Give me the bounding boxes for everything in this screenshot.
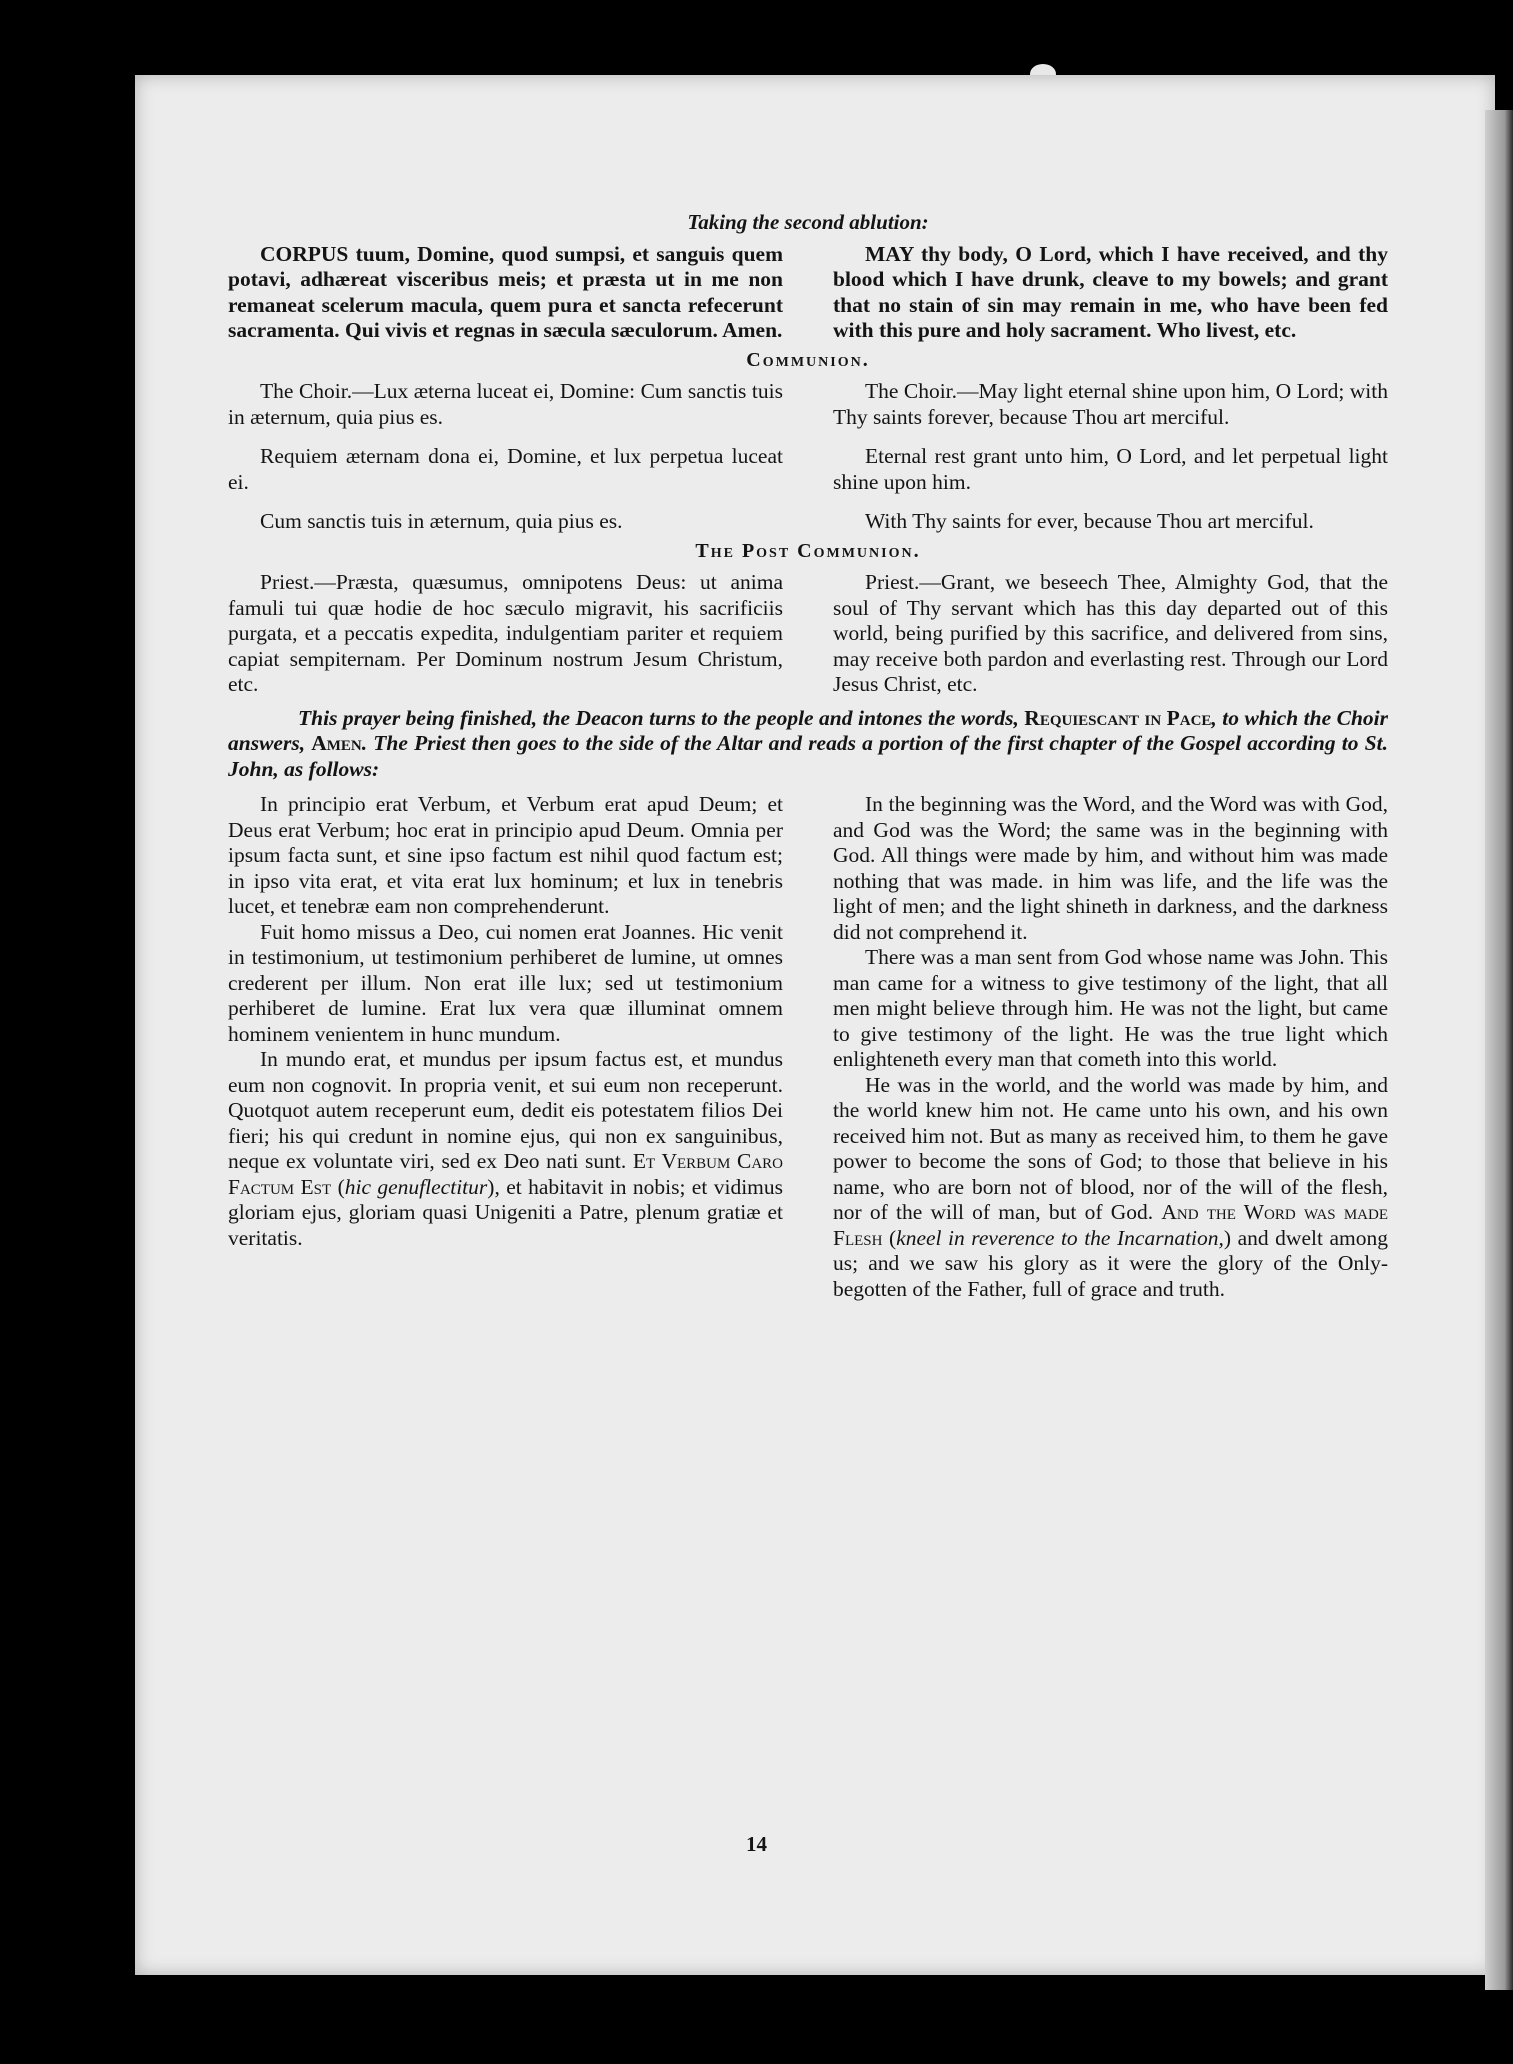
page-content: [228, 210, 1388, 1302]
corpus-latin-text: CORPUS tuum, Domine, quod sumpsi, et sanguis quem potavi, adhæreat visceribus meis; et præsta ut in me non remaneat scelerum macula, quem pura et sancta refecerunt sacramenta. Qui vivis et regnas in sæcula sæculorum. Amen.: [228, 241, 783, 342]
english-column: [833, 242, 1388, 344]
gospel-english-p3-caps: And the Word was made Flesh: [833, 1200, 1388, 1250]
gospel-english-p3-paren: kneel in reverence to the Incarnation,: [896, 1225, 1224, 1250]
gospel-english-p3-a: He was in the world, and the world was made by him, and the world knew him not. He came unto his own, and his own received him not. But as many as received him, to them he gave power to become the sons of God; to those that believe in his name, who are born not of blood, nor of the will of the flesh, nor of the will of man, but of God.: [833, 1072, 1388, 1224]
latin-column: [228, 242, 783, 344]
gospel-latin-p3-paren: hic genuflectitur: [344, 1174, 488, 1199]
gospel-latin-p3: In mundo erat, et mundus per ipsum factus est, et mundus eum non cognovit. In propria venit, et sui eum non receperunt. Quotquot autem receperunt eum, dedit eis potestatem filios Dei fieri; his qui credunt in nomine ejus, qui non ex sanguinibus, neque ex voluntate viri, sed ex Deo nati sunt. Et Verbum Caro Factum Est (hic genuflectitur), et habitavit in nobis; et vidimus gloriam ejus, gloriam quasi Unigeniti a Patre, plenum gratiæ et veritatis.: [228, 1047, 784, 1250]
gospel-english-p3-b: and dwelt among us; and we saw his glory as it were the glory of the Only-begotten of the Father, full of grace and truth.: [833, 1225, 1388, 1301]
gospel-latin-p3-a: In mundo erat, et mundus per ipsum factus est, et mundus eum non cognovit. In propria venit, et sui eum non receperunt. Quotquot autem receperunt eum, dedit eis potestatem filios Dei fieri; his qui credunt in nomine ejus, qui non ex sanguinibus, neque ex voluntate viri, sed ex Deo nati sunt.: [228, 1047, 783, 1173]
post-communion-title: The Post Communion.: [695, 539, 921, 562]
communion-columns: [228, 379, 1388, 535]
rubric-note: [228, 706, 1388, 783]
post-communion-columns: [228, 570, 1388, 698]
communion-english-3: With Thy saints for ever, because Thou art merciful.: [865, 509, 1314, 533]
gospel-latin-p3-b: , et habitavit in nobis; et vidimus gloriam ejus, gloriam quasi Unigeniti a Patre, plenum gratiæ et veritatis.: [228, 1174, 784, 1250]
post-communion-english: Priest.—Grant, we beseech Thee, Almighty God, that the soul of Thy servant which has this day departed out of this world, being purified by this sacrifice, and delivered from sins, may receive both pardon and everlasting rest. Through our Lord Jesus Christ, etc.: [833, 570, 1388, 696]
page-edge-shadow: [1485, 110, 1513, 1990]
gospel-columns: [228, 792, 1388, 1302]
gospel-english-p1: In the beginning was the Word, and the Word was with God, and God was the Word; the same was in the beginning with God. All things were made by him, and without him was made nothing that was made. in him was life, and the life was the light of men; and the light shineth in darkness, and the darkness did not comprehend it.: [833, 792, 1388, 944]
communion-latin-1: The Choir.—Lux æterna luceat ei, Domine: Cum sanctis tuis in æternum, quia pius es.: [228, 379, 783, 429]
communion-latin-3: Cum sanctis tuis in æternum, quia pius es.: [260, 509, 623, 533]
rubric-part-3: . The Priest then goes to the side of the Altar and reads a portion of the first chapter of the Gospel according to St. John, as follows:: [228, 731, 1388, 781]
rubric-part-1: This prayer being finished, the Deacon turns to the people and intones the words,: [298, 705, 1025, 730]
rubric-amen: Amen: [311, 731, 362, 755]
communion-english-2: Eternal rest grant unto him, O Lord, and let perpetual light shine upon him.: [833, 444, 1388, 494]
page-number: 14: [746, 1832, 767, 1856]
rubric-part-2: , to which the Choir answers,: [228, 705, 1388, 755]
post-communion-latin: Priest.—Præsta, quæsumus, omnipotens Deus: ut anima famuli tui quæ hodie de hoc sæculo migravit, his sacrificiis purgata, et a peccatis expedita, indulgentiam pariter et requiem capiat sempiternam. Per Dominum nostrum Jesum Christum, etc.: [228, 570, 783, 696]
heading-second-ablution: Taking the second ablution:: [687, 210, 929, 234]
communion-latin-2: Requiem æternam dona ei, Domine, et lux perpetua luceat ei.: [228, 444, 783, 494]
english-column: [833, 792, 1388, 1302]
corpus-columns: [228, 242, 1388, 344]
latin-column: [228, 792, 783, 1251]
latin-column: [228, 570, 783, 698]
latin-column: [228, 379, 783, 535]
gospel-english-p2: There was a man sent from God whose name was John. This man came for a witness to give testimony of the light, that all men might believe through him. He was not the light, but came to give testimony of the light. He was the true light which enlighteneth every man that cometh into this world.: [833, 945, 1388, 1071]
communion-title: Communion.: [746, 348, 870, 371]
english-column: [833, 570, 1388, 698]
gospel-latin-p3-caps: Et Verbum Caro Factum Est: [228, 1149, 784, 1199]
communion-english-1: The Choir.—May light eternal shine upon him, O Lord; with Thy saints forever, because Thou art merciful.: [833, 379, 1388, 429]
corpus-english-text: MAY thy body, O Lord, which I have received, and thy blood which I have drunk, cleave to my bowels; and grant that no stain of sin may remain in me, who have been fed with this pure and holy sacrament. Who livest, etc.: [833, 241, 1388, 342]
rubric-requiescant: Requiescant in Pace: [1024, 705, 1212, 730]
gospel-english-p3: He was in the world, and the world was made by him, and the world knew him not. He came unto his own, and his own received him not. But as many as received him, to them he gave power to become the sons of God; to those that believe in his name, who are born not of blood, nor of the will of the flesh, nor of the will of man, but of God. And the Word was made Flesh (kneel in reverence to the Incarnation,) and dwelt among us; and we saw his glory as it were the glory of the Only-begotten of the Father, full of grace and truth.: [833, 1072, 1388, 1301]
gospel-latin-p1: In principio erat Verbum, et Verbum erat apud Deum; et Deus erat Verbum; hoc erat in principio apud Deum. Omnia per ipsum facta sunt, et sine ipso factum est nihil quod factum est; in ipso vita erat, et vita erat lux hominum; et lux in tenebris lucet, et tenebræ eam non comprehenderunt.: [228, 792, 783, 918]
gospel-latin-p2: Fuit homo missus a Deo, cui nomen erat Joannes. Hic venit in testimonium, ut testimonium perhiberet de lumine, ut omnes crederent per illum. Non erat ille lux; sed ut testimonium perhiberet de lumine. Erat lux vera quæ illuminat omnem hominem venientem in hunc mundum.: [228, 919, 783, 1046]
english-column: [833, 379, 1388, 535]
